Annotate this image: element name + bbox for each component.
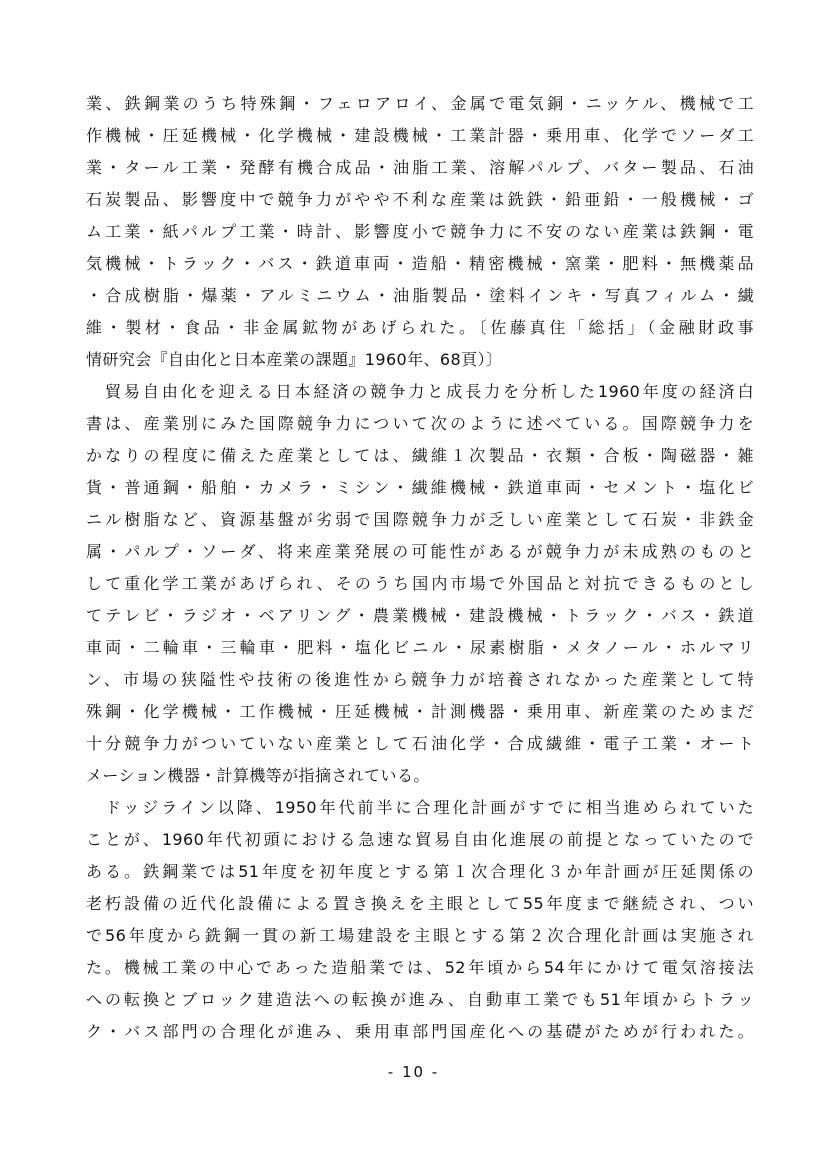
text-line: ことが、1960年代初頭における急速な貿易自由化進展の前提となっていたので: [86, 830, 754, 849]
text-line: 気機械・トラック・バス・鉄道車両・造船・精密機械・窯業・肥料・無機薬品: [86, 254, 754, 273]
text-line: 十分競争力がついていない産業として石油化学・合成繊維・電子工業・オート: [86, 734, 754, 753]
text-line: 殊鋼・化学機械・工作機械・圧延機械・計測機器・乗用車、新産業のためまだ: [86, 702, 754, 721]
text-line: 石炭製品、影響度中で競争力がやや不利な産業は銑鉄・鉛亜鉛・一般機械・ゴ: [86, 190, 754, 209]
text-line: 貨・普通鋼・船舶・カメラ・ミシン・繊維機械・鉄道車両・セメント・塩化ビ: [86, 478, 754, 497]
text-line: ある。鉄鋼業では51年度を初年度とする第１次合理化３か年計画が圧延関係の: [86, 862, 754, 881]
text-line: 維・製材・食品・非金属鉱物があげられた。〔佐藤真住「総括」（金融財政事: [86, 318, 754, 337]
text-line: 貿易自由化を迎える日本経済の競争力と成長力を分析した1960年度の経済白: [86, 382, 754, 401]
text-line: かなりの程度に備えた産業としては、繊維１次製品・衣類・合板・陶磁器・雑: [86, 446, 754, 465]
text-line: ドッジライン以降、1950年代前半に合理化計画がすでに相当進められていた: [86, 798, 754, 817]
text-line: 書は、産業別にみた国際競争力について次のように述べている。国際競争力を: [86, 414, 754, 433]
text-line: 業、鉄鋼業のうち特殊鋼・フェロアロイ、金属で電気銅・ニッケル、機械で工: [86, 94, 754, 113]
text-line: た。機械工業の中心であった造船業では、52年頃から54年にかけて電気溶接法: [86, 958, 754, 977]
text-line: 業・タール工業・発酵有機合成品・油脂工業、溶解パルプ、バター製品、石油: [86, 158, 754, 177]
text-line: ム工業・紙パルプ工業・時計、影響度小で競争力に不安のない産業は鉄鋼・電: [86, 222, 754, 241]
text-line: 老朽設備の近代化設備による置き換えを主眼として55年度まで継続され、つい: [86, 894, 754, 913]
text-line: への転換とブロック建造法への転換が進み、自動車工業でも51年頃からトラッ: [86, 990, 754, 1009]
text-line: ・合成樹脂・爆薬・アルミニウム・油脂製品・塗料インキ・写真フィルム・繊: [86, 286, 754, 305]
text-line: ク・バス部門の合理化が進み、乗用車部門国産化への基礎がためが行われた。: [86, 1022, 754, 1041]
text-line: 作機械・圧延機械・化学機械・建設機械・工業計器・乗用車、化学でソーダ工: [86, 126, 754, 145]
text-line: 属・パルプ・ソーダ、将来産業発展の可能性があるが競争力が未成熟のものと: [86, 542, 754, 561]
text-line: ニル樹脂など、資源基盤が劣弱で国際競争力が乏しい産業として石炭・非鉄金: [86, 510, 754, 529]
text-line: で56年度から銑鋼一貫の新工場建設を主眼とする第２次合理化計画は実施され: [86, 926, 754, 945]
text-line: して重化学工業があげられ、そのうち国内市場で外国品と対抗できるものとし: [86, 574, 754, 593]
text-line: メーション機器・計算機等が指摘されている。: [86, 766, 430, 785]
page-number: - 10 -: [387, 1063, 440, 1081]
text-line: 車両・二輪車・三輪車・肥料・塩化ビニル・尿素樹脂・メタノール・ホルマリ: [86, 638, 754, 657]
text-line: 情研究会『自由化と日本産業の課題』1960年、68頁）〕: [86, 350, 503, 369]
text-line: ン、市場の狭隘性や技術の後進性から競争力が培養されなかった産業として特: [86, 670, 754, 689]
text-line: てテレビ・ラジオ・ベアリング・農業機械・建設機械・トラック・バス・鉄道: [86, 606, 754, 625]
